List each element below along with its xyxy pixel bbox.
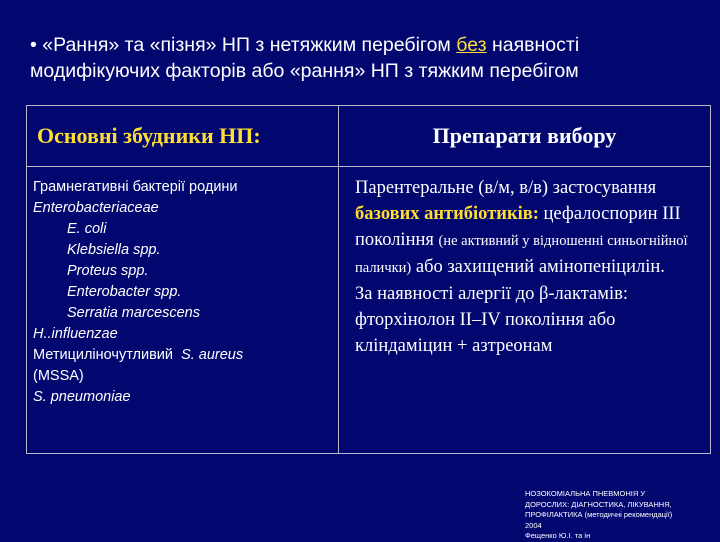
- pathogen-klebsiella: Klebsiella spp.: [67, 242, 161, 258]
- pathogen-serratia: Serratia marcescens: [67, 305, 200, 321]
- list-item: [33, 219, 338, 240]
- drugs-text: [339, 167, 710, 359]
- list-item: [33, 240, 338, 261]
- pathogen-hinfluenzae: H..influenzae: [33, 326, 118, 342]
- drugs-p1-a: Парентеральне (в/м, в/в) застосування: [355, 178, 657, 198]
- list-item: [33, 198, 338, 219]
- table-row: [27, 167, 711, 454]
- pathogen-ecoli: E. coli: [67, 221, 107, 237]
- pathogen-mssa-organism: S. aureus: [181, 347, 244, 363]
- source-line3: ПРОФІЛАКТИКА (методичні рекомендації): [525, 510, 673, 519]
- title-text-part1: «Рання» та «пізня» НП з нетяжким перебігом: [42, 34, 451, 56]
- pathogen-line2: Enterobacteriaceae: [33, 200, 159, 216]
- list-item: [33, 324, 338, 345]
- pathogen-proteus: Proteus spp.: [67, 263, 149, 279]
- header-drugs: Препарати вибору: [339, 106, 711, 167]
- table-header-row: [27, 106, 711, 167]
- title-text-part2: наявності модифікуючих факторів або «рання» НП з тяжким перебігом: [30, 34, 580, 82]
- source-reference: [525, 489, 715, 542]
- list-item: [33, 282, 338, 303]
- title-highlight: без: [456, 34, 487, 56]
- pathogens-cell: [27, 167, 339, 454]
- drugs-base-antibiotics: базових антибіотиків:: [355, 204, 539, 224]
- pathogen-enterobacter: Enterobacter spp.: [67, 284, 182, 300]
- pathogens-list: [27, 167, 338, 408]
- source-line1: НОЗОКОМІАЛЬНА ПНЕВМОНІЯ У: [525, 489, 646, 498]
- header-pathogens: Основні збудники НП:: [27, 106, 339, 167]
- title-bullet: •: [30, 34, 37, 56]
- pathogen-mssa-prefix: Метициліночутливий: [33, 347, 173, 363]
- pathogen-line1: Грамнегативні бактерії родини: [33, 179, 238, 195]
- drugs-p1-note: (не активний у відношенні синьогнійної палички): [355, 233, 688, 276]
- drugs-paragraph-1: [355, 175, 702, 281]
- list-item: [33, 261, 338, 282]
- slide-title: [30, 32, 700, 106]
- list-item: [33, 366, 338, 387]
- list-item: [33, 303, 338, 324]
- treatment-table-container: [26, 105, 710, 455]
- pathogen-spneumoniae: S. pneumoniae: [33, 389, 131, 405]
- drugs-p2: За наявності алергії до β-лактамів: фторхінолон II–IV покоління або кліндаміцин + азтреонам: [355, 284, 628, 356]
- drugs-cell: [339, 167, 711, 454]
- list-item: [33, 345, 338, 366]
- pathogen-mssa-abbr: (MSSA): [33, 368, 84, 384]
- treatment-table: [26, 105, 711, 454]
- source-line4: 2004: [525, 520, 542, 530]
- list-item: [33, 387, 338, 408]
- list-item: [33, 177, 338, 198]
- drugs-p1-c: або захищений амінопеніцилін.: [415, 257, 665, 277]
- drugs-paragraph-2: [355, 281, 702, 359]
- source-line5: Фещенко Ю.І. та ін: [525, 531, 591, 540]
- drugs-p1-b: цефалоспорин III покоління: [355, 204, 681, 250]
- source-line2: ДОРОСЛИХ: ДІАГНОСТИКА, ЛІКУВАННЯ,: [525, 499, 672, 509]
